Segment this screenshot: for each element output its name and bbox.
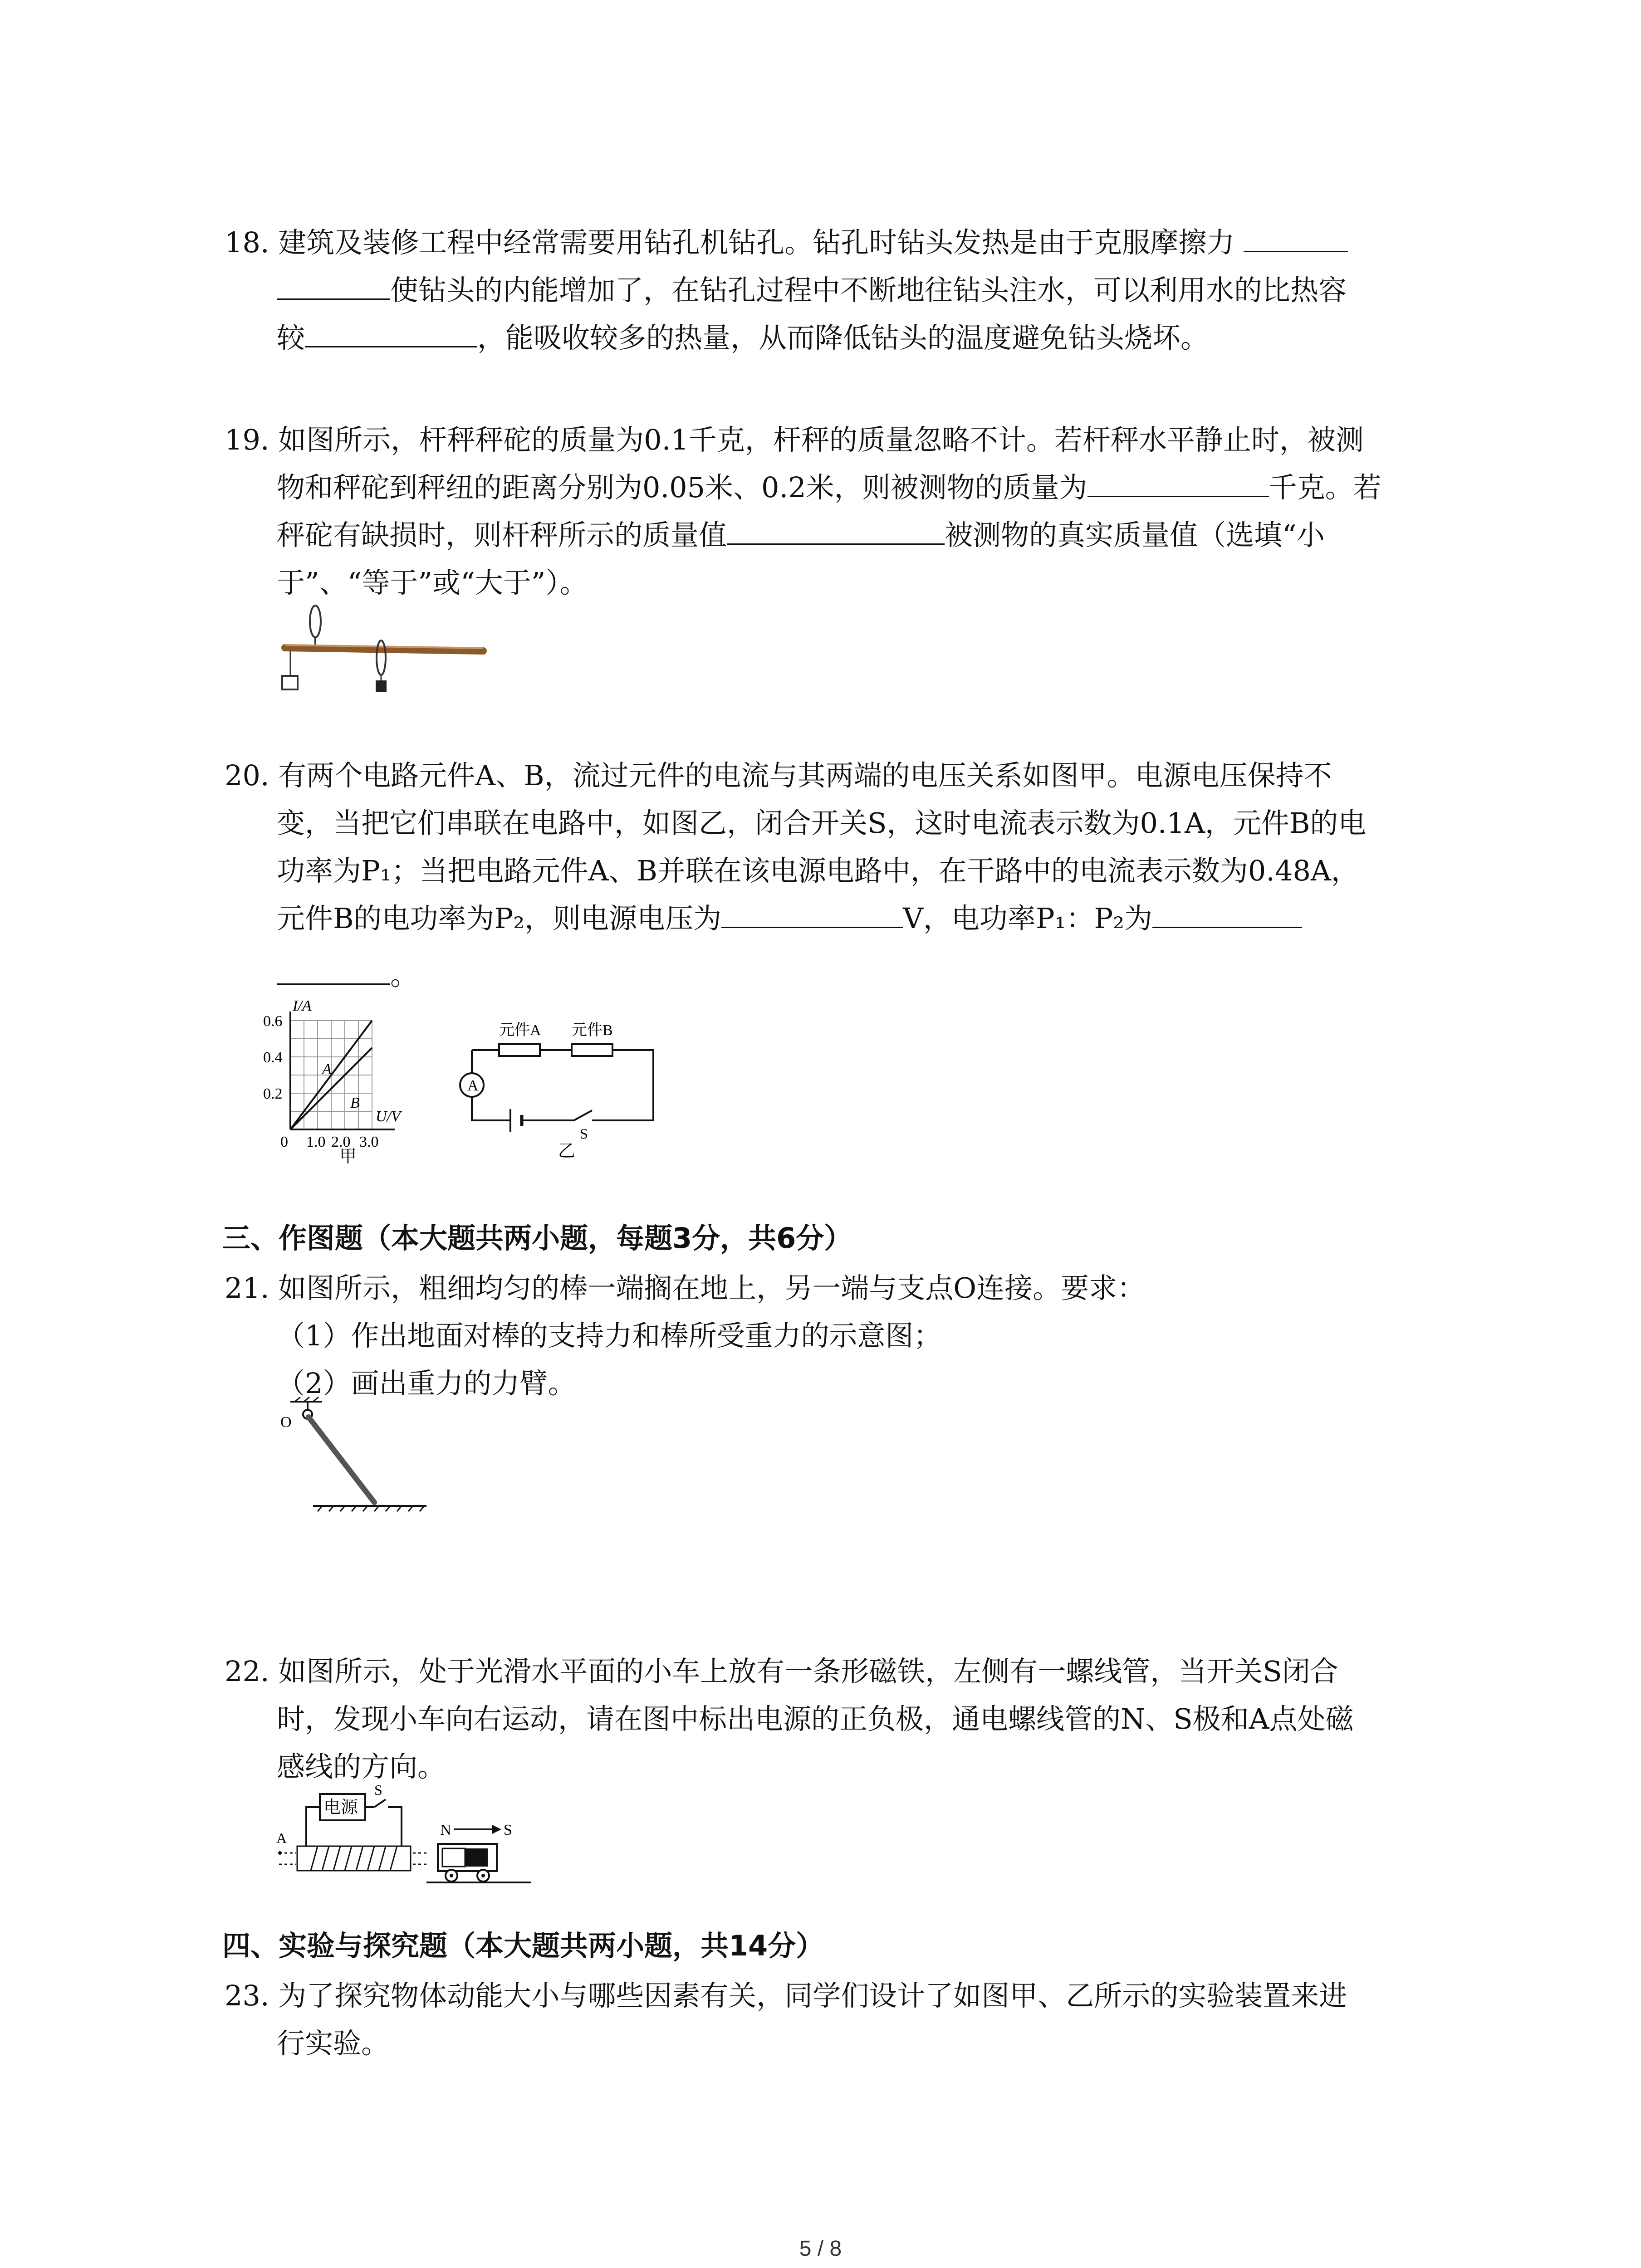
graph-x-tick: 1.0 — [306, 1134, 326, 1150]
graph-x-tick: 2.0 — [331, 1134, 351, 1150]
circuit-caption: 乙 — [558, 1142, 576, 1161]
power-label: 电源 — [323, 1798, 358, 1817]
q19-blank2[interactable] — [727, 512, 945, 545]
graph-y-tick: 0.6 — [263, 1013, 283, 1030]
section-3-title: 三、作图题（本大题共两小题，每题3分，共6分） — [222, 1222, 852, 1255]
magnet-s-end — [465, 1848, 488, 1867]
q20-blank2-cont[interactable] — [277, 952, 390, 985]
q18-blank1[interactable] — [1244, 219, 1348, 252]
graph-y-label: I/A — [293, 997, 312, 1014]
element-a-label: 元件A — [499, 1022, 541, 1039]
steelyard-figure — [272, 603, 499, 694]
q19-line2: 物和秤砣到秤纽的距离分别为0.05米、0.2米，则被测物的质量为 千克。若 — [277, 460, 1381, 515]
q18-line2: 使钻头的内能增加了，在钻孔过程中不断地往钻头注水，可以利用水的比热容 — [277, 263, 1347, 318]
ammeter-label: A — [467, 1077, 479, 1094]
q18-blank2[interactable] — [305, 314, 477, 347]
element-b-resistor — [572, 1044, 612, 1056]
pivot-label: O — [280, 1414, 292, 1431]
q23-line2: 行实验。 — [277, 2027, 390, 2060]
rod-figure — [272, 1397, 463, 1524]
magnet-n-label: N — [440, 1822, 451, 1838]
element-a-resistor — [499, 1044, 540, 1056]
switch-s — [574, 1110, 592, 1120]
q21-line1: 21. 如图所示，粗细均匀的棒一端搁在地上，另一端与支点O连接。要求： — [225, 1271, 1146, 1305]
q21-line3: （2）画出重力的力臂。 — [277, 1367, 576, 1400]
q20-line5: 。 — [277, 948, 418, 1002]
page-number: 5 / 8 — [799, 2237, 842, 2261]
q20-line1: 20. 有两个电路元件A、B，流过元件的电流与其两端的电压关系如图甲。电源电压保持不 — [225, 759, 1332, 792]
q21-line2: （1）作出地面对棒的支持力和棒所受重力的示意图； — [277, 1319, 942, 1352]
q19-line4: 于”、“等于”或“大于”）。 — [277, 566, 588, 599]
q22-line2: 时，发现小车向右运动，请在图中标出电源的正负极，通电螺线管的N、S极和A点处磁 — [277, 1702, 1354, 1735]
switch-label: S — [580, 1125, 588, 1142]
section-4-title: 四、实验与探究题（本大题共两小题，共14分） — [222, 1929, 824, 1962]
graph-caption: 甲 — [339, 1147, 357, 1166]
q22-line3: 感线的方向。 — [277, 1750, 446, 1783]
graph-origin: 0 — [280, 1134, 288, 1150]
steelyard-hook — [310, 606, 321, 637]
graph-line-a-label: A — [322, 1061, 332, 1078]
q18-line1: 18. 建筑及装修工程中经常需要用钻孔机钻孔。钻孔时钻头发热是由于克服摩擦力 — [225, 215, 1348, 270]
graph-y-tick: 0.2 — [263, 1085, 283, 1102]
q19-line3: 秤砣有缺损时，则杆秤所示的质量值 被测物的真实质量值（选填“小 — [277, 508, 1325, 562]
switch-label-22: S — [374, 1782, 382, 1798]
point-a — [278, 1851, 282, 1855]
switch-s-22 — [374, 1799, 386, 1807]
element-b-label: 元件B — [572, 1022, 613, 1039]
q20-blank2[interactable] — [1152, 895, 1302, 928]
solenoid-figure — [270, 1782, 551, 1894]
magnet-n-end — [442, 1848, 465, 1867]
q20-line4: 元件B的电功率为P₂，则电源电压为 V，电功率P₁：P₂为 — [277, 891, 1302, 946]
magnet-s-label: S — [504, 1822, 512, 1838]
graph-y-tick: 0.4 — [263, 1049, 283, 1066]
steelyard-counterweight — [376, 680, 387, 692]
circuit-figure — [458, 1007, 671, 1161]
q20-blank1[interactable] — [721, 895, 903, 928]
q19-line1: 19. 如图所示，杆秤秤砣的质量为0.1千克，杆秤的质量忽略不计。若杆秤水平静止时，被测 — [225, 423, 1364, 456]
q19-blank1[interactable] — [1087, 464, 1269, 497]
graph-x-tick: 3.0 — [359, 1134, 379, 1150]
steelyard-object — [282, 676, 298, 689]
q22-line1: 22. 如图所示，处于光滑水平面的小车上放有一条形磁铁，左侧有一螺线管，当开关S闭合 — [225, 1655, 1338, 1688]
graph-line-b-label: B — [350, 1095, 360, 1111]
q20-line2: 变，当把它们串联在电路中，如图乙，闭合开关S，这时电流表示数为0.1A，元件B的电 — [277, 807, 1367, 840]
graph-x-label: U/V — [376, 1108, 401, 1125]
q23-line1: 23. 为了探究物体动能大小与哪些因素有关，同学们设计了如图甲、乙所示的实验装置来进 — [225, 1979, 1347, 2012]
q18-blank1-cont[interactable] — [277, 267, 390, 300]
iu-graph — [263, 997, 454, 1166]
q18-line3: 较 ，能吸收较多的热量，从而降低钻头的温度避免钻头烧坏。 — [277, 311, 1209, 365]
point-a-label: A — [276, 1830, 287, 1846]
q20-line3: 功率为P₁；当把电路元件A、B并联在该电源电路中，在干路中的电流表示数为0.48A， — [277, 854, 1359, 887]
rod — [309, 1417, 374, 1502]
